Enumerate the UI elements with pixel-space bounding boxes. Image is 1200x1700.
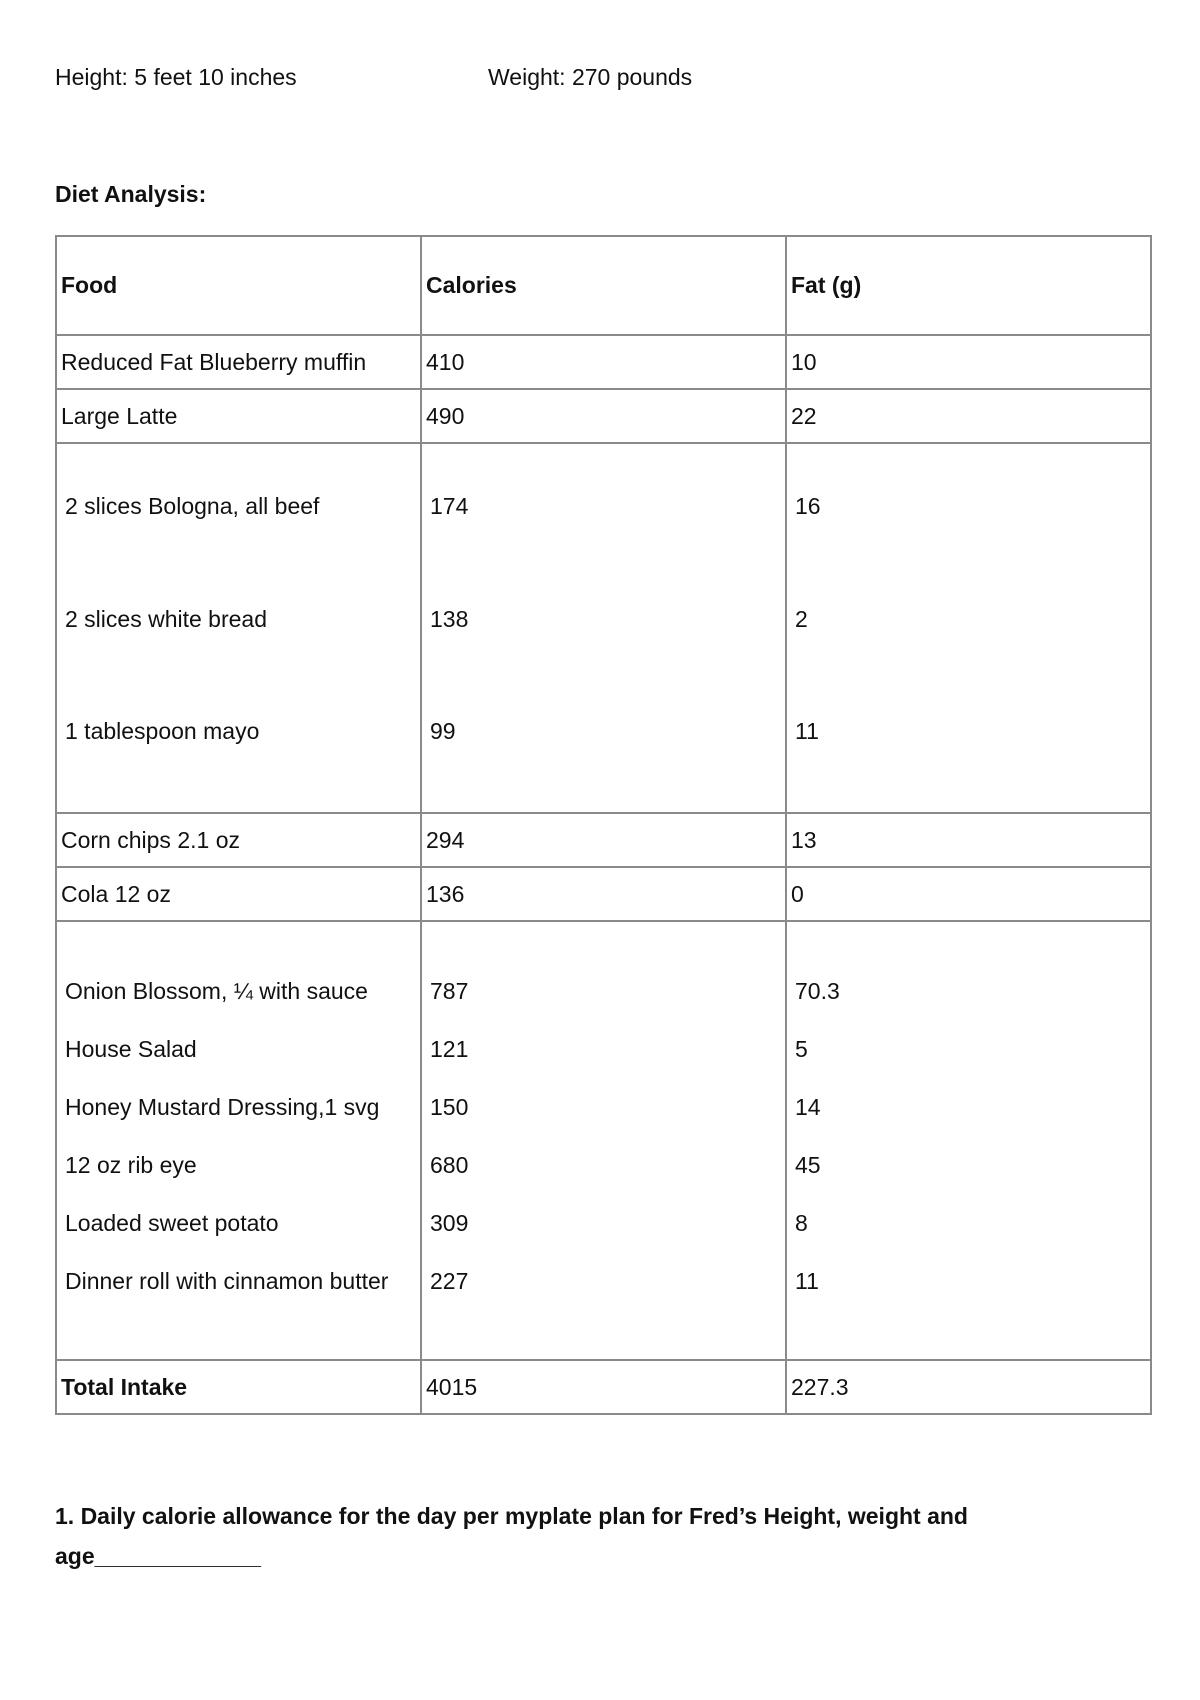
food-cell: Honey Mustard Dressing,1 svg — [65, 1094, 380, 1120]
calories-cell: 138 — [430, 605, 469, 632]
lunch-food-cell — [56, 443, 421, 813]
table-row — [56, 389, 1151, 443]
calories-cell: 99 — [430, 718, 456, 745]
total-label: Total Intake — [56, 1360, 421, 1414]
section-title: Diet Analysis: — [55, 181, 207, 207]
weight-text: Weight: 270 pounds — [488, 64, 693, 90]
lunch-fat-cell — [786, 443, 1151, 813]
height-text: Height: 5 feet 10 inches — [55, 64, 297, 90]
fat-cell: 10 — [786, 335, 1151, 389]
total-calories: 4015 — [421, 1360, 786, 1414]
calories-cell: 410 — [421, 335, 786, 389]
food-cell: Corn chips 2.1 oz — [56, 813, 421, 867]
total-fat: 227.3 — [786, 1360, 1151, 1414]
fat-cell: 70.3 — [795, 978, 840, 1004]
calories-cell: 294 — [421, 813, 786, 867]
food-cell: Dinner roll with cinnamon butter — [65, 1268, 389, 1294]
calories-cell: 150 — [430, 1094, 469, 1120]
dinner-calories-cell — [421, 921, 786, 1360]
column-header-calories: Calories — [421, 236, 786, 335]
food-cell: Onion Blossom, ¼ with sauce — [65, 978, 368, 1004]
total-row — [56, 1360, 1151, 1414]
food-cell: 1 tablespoon mayo — [65, 718, 260, 745]
dinner-fat-cell — [786, 921, 1151, 1360]
table-header-row — [56, 236, 1151, 335]
fat-cell: 5 — [795, 1036, 808, 1062]
fat-cell: 11 — [795, 1268, 819, 1294]
question-1: 1. Daily calorie allowance for the day per myplate plan for Fred’s Height, weight and age_____________ — [55, 1503, 968, 1569]
calories-cell: 227 — [430, 1268, 469, 1294]
calories-cell: 121 — [430, 1036, 469, 1062]
column-header-food: Food — [56, 236, 421, 335]
calories-cell: 490 — [421, 389, 786, 443]
column-header-fat: Fat (g) — [786, 236, 1151, 335]
table-row-lunch-group — [56, 443, 1151, 813]
dinner-food-cell — [56, 921, 421, 1360]
page-header — [55, 64, 1155, 94]
food-cell: 2 slices Bologna, all beef — [65, 493, 320, 519]
food-cell: Loaded sweet potato — [65, 1210, 279, 1236]
food-cell: 2 slices white bread — [65, 605, 267, 632]
fat-cell: 22 — [786, 389, 1151, 443]
food-cell: Cola 12 oz — [56, 867, 421, 921]
food-cell: Reduced Fat Blueberry muffin — [56, 335, 421, 389]
table-row-dinner-group — [56, 921, 1151, 1360]
food-cell: House Salad — [65, 1036, 197, 1062]
calories-cell: 174 — [430, 493, 469, 519]
lunch-calories-cell — [421, 443, 786, 813]
calories-cell: 136 — [421, 867, 786, 921]
calories-cell: 787 — [430, 978, 469, 1004]
fat-cell: 8 — [795, 1210, 808, 1236]
fat-cell: 14 — [795, 1094, 821, 1120]
fat-cell: 11 — [795, 718, 819, 745]
calories-cell: 309 — [430, 1210, 469, 1236]
table-row — [56, 813, 1151, 867]
fat-cell: 0 — [786, 867, 1151, 921]
fat-cell: 16 — [795, 493, 821, 519]
calories-cell: 680 — [430, 1152, 469, 1178]
fat-cell: 45 — [795, 1152, 821, 1178]
fat-cell: 2 — [795, 605, 808, 632]
food-cell: Large Latte — [56, 389, 421, 443]
table-row — [56, 867, 1151, 921]
food-cell: 12 oz rib eye — [65, 1152, 197, 1178]
table-row — [56, 335, 1151, 389]
fat-cell: 13 — [786, 813, 1151, 867]
diet-table — [55, 235, 1152, 1415]
